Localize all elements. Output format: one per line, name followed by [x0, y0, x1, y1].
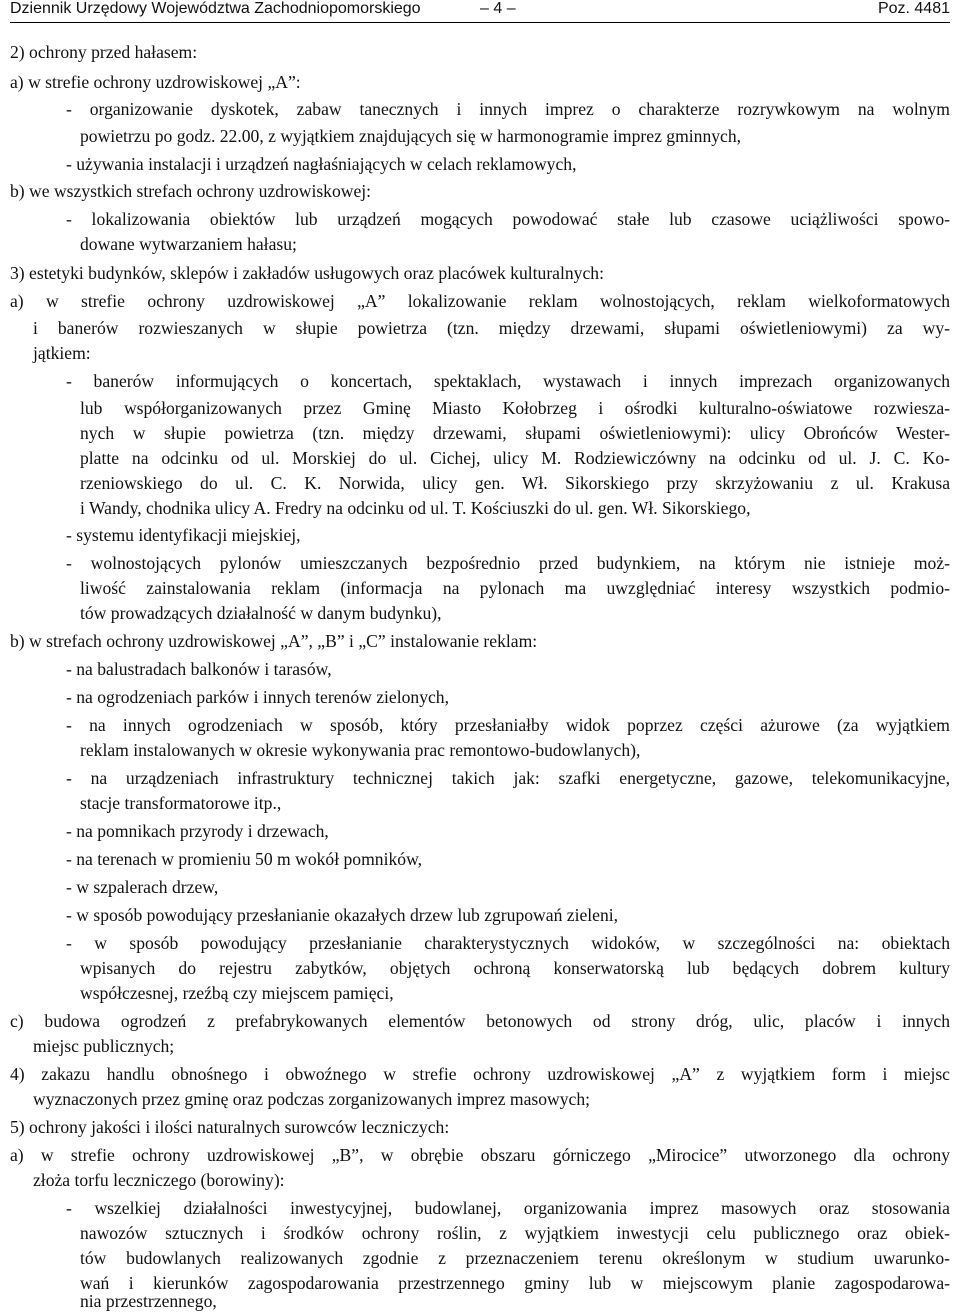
text-line: - na terenach w promieniu 50 m wokół pomników,	[66, 849, 423, 869]
text-line: współczesnej, rzeźbą czy miejscem pamięci,	[80, 983, 394, 1003]
text-line: nawozów sztucznych i środków ochrony roślin, z wyjątkiem inwestycji celu publicznego oraz obiek-	[80, 1223, 950, 1243]
text-line: 2) ochrony przed hałasem:	[10, 42, 198, 62]
text-line: wyznaczonych przez gminę oraz podczas zorganizowanych imprez masowych;	[33, 1089, 591, 1109]
text-line: rzeniowskiego do ul. C. K. Norwida, ulicy gen. Wł. Sikorskiego przy skrzyżowaniu z ul. Krakusa	[80, 473, 950, 493]
text-line: - na urządzeniach infrastruktury technicznej takich jak: szafki energetyczne, gazowe, telekomunikacyjne,	[66, 768, 950, 788]
text-line: - systemu identyfikacji miejskiej,	[66, 525, 301, 545]
text-line: dowane wytwarzaniem hałasu;	[80, 234, 297, 254]
text-line: - w sposób powodujący przesłanianie charakterystycznych widoków, w szczególności na: obiektach	[66, 933, 950, 953]
text-line: 4) zakazu handlu obnośnego i obwoźnego w strefie ochrony uzdrowiskowej „A” z wyjątkiem form i miejsc	[10, 1064, 950, 1084]
text-line: - na pomnikach przyrody i drzewach,	[66, 821, 329, 841]
text-line: - wszelkiej działalności inwestycyjnej, budowlanej, organizowania imprez masowych oraz stosowania	[66, 1198, 950, 1218]
page-number: – 4 –	[480, 0, 516, 17]
text-line: powietrzu po godz. 22.00, z wyjątkiem znajdujących się w harmonogramie imprez gminnych,	[80, 126, 742, 146]
text-line: a) w strefie ochrony uzdrowiskowej „A”:	[10, 72, 301, 92]
text-line: - w szpalerach drzew,	[66, 877, 219, 897]
text-line: tów budowlanych realizowanych zgodnie z przeznaczeniem terenu określonym w studium uwarunko-	[80, 1248, 950, 1268]
text-line: złoża torfu leczniczego (borowiny):	[33, 1170, 285, 1190]
text-line: wań i kierunków zagospodarowania przestrzennego gminy lub w miejscowym planie zagospodarowa-	[80, 1273, 950, 1293]
text-line: lub współorganizowanych przez Gminę Miasto Kołobrzeg i ośrodki kulturalno-oświatowe rozwiesza-	[80, 398, 950, 418]
text-line: - na innych ogrodzeniach w sposób, który przesłaniałby widok poprzez części ażurowe (za wyjątkiem	[66, 715, 950, 735]
text-line: b) w strefach ochrony uzdrowiskowej „A”, „B” i „C” instalowanie reklam:	[10, 631, 538, 651]
page-header	[10, 0, 950, 23]
text-line: 3) estetyki budynków, sklepów i zakładów usługowych oraz placówek kulturalnych:	[10, 263, 604, 283]
text-line: i Wandy, chodnika ulicy A. Fredry na odcinku od ul. T. Kościuszki do ul. gen. Wł. Sikorskiego,	[80, 498, 751, 518]
text-line: 5) ochrony jakości i ilości naturalnych surowców leczniczych:	[10, 1117, 450, 1137]
journal-title: Dziennik Urzędowy Województwa Zachodniopomorskiego	[10, 0, 421, 17]
text-line: - używania instalacji i urządzeń nagłaśniających w celach reklamowych,	[66, 154, 577, 174]
text-line: a) w strefie ochrony uzdrowiskowej „B”, w obrębie obszaru górniczego „Mirocice” utworzonego dla ochrony	[10, 1145, 950, 1165]
text-line: nia przestrzennego,	[80, 1291, 217, 1311]
text-line: - lokalizowania obiektów lub urządzeń mogących powodować stałe lub czasowe uciążliwości spowo-	[66, 209, 950, 229]
text-line: i banerów rozwieszanych w słupie powietrza (tzn. między drzewami, słupami oświetleniowymi) za wy-	[33, 318, 950, 338]
text-line: - organizowanie dyskotek, zabaw tanecznych i innych imprez o charakterze rozrywkowym na wolnym	[66, 99, 950, 119]
text-line: b) we wszystkich strefach ochrony uzdrowiskowej:	[10, 181, 372, 201]
text-line: a) w strefie ochrony uzdrowiskowej „A” lokalizowanie reklam wolnostojących, reklam wielkoformatowych	[10, 291, 950, 311]
text-line: reklam instalowanych w okresie wykonywania prac remontowo-budowlanych),	[80, 740, 641, 760]
text-line: - w sposób powodujący przesłanianie okazałych drzew lub zgrupowań zieleni,	[66, 905, 619, 925]
text-line: - wolnostojących pylonów umieszczanych bezpośrednio przed budynkiem, na którym nie istnieje moż-	[66, 553, 950, 573]
text-line: - banerów informujących o koncertach, spektaklach, wystawach i innych imprezach organizowanych	[66, 371, 950, 391]
text-line: platte na odcinku od ul. Morskiej do ul. Cichej, ulicy M. Rodziewiczówny na odcinku od ul. J. C. Ko-	[80, 448, 950, 468]
text-line: c) budowa ogrodzeń z prefabrykowanych elementów betonowych od strony dróg, ulic, placów i innych	[10, 1011, 950, 1031]
text-line: - na balustradach balkonów i tarasów,	[66, 659, 332, 679]
text-line: miejsc publicznych;	[33, 1036, 175, 1056]
text-line: liwość zainstalowania reklam (informacja na pylonach ma uwzględniać interesy wszystkich podmio-	[80, 578, 950, 598]
text-line: stacje transformatorowe itp.,	[80, 793, 282, 813]
text-line: wpisanych do rejestru zabytków, objętych ochroną konserwatorską lub będących dobrem kultury	[80, 958, 950, 978]
text-line: nych w słupie powietrza (tzn. między drzewami, słupami oświetleniowymi): ulicy Obrońców Wester-	[80, 423, 950, 443]
text-line: jątkiem:	[33, 343, 91, 363]
text-line: - na ogrodzeniach parków i innych terenów zielonych,	[66, 687, 450, 707]
text-line: tów prowadzących działalność w danym budynku),	[80, 603, 442, 623]
position-number: Poz. 4481	[877, 0, 950, 17]
